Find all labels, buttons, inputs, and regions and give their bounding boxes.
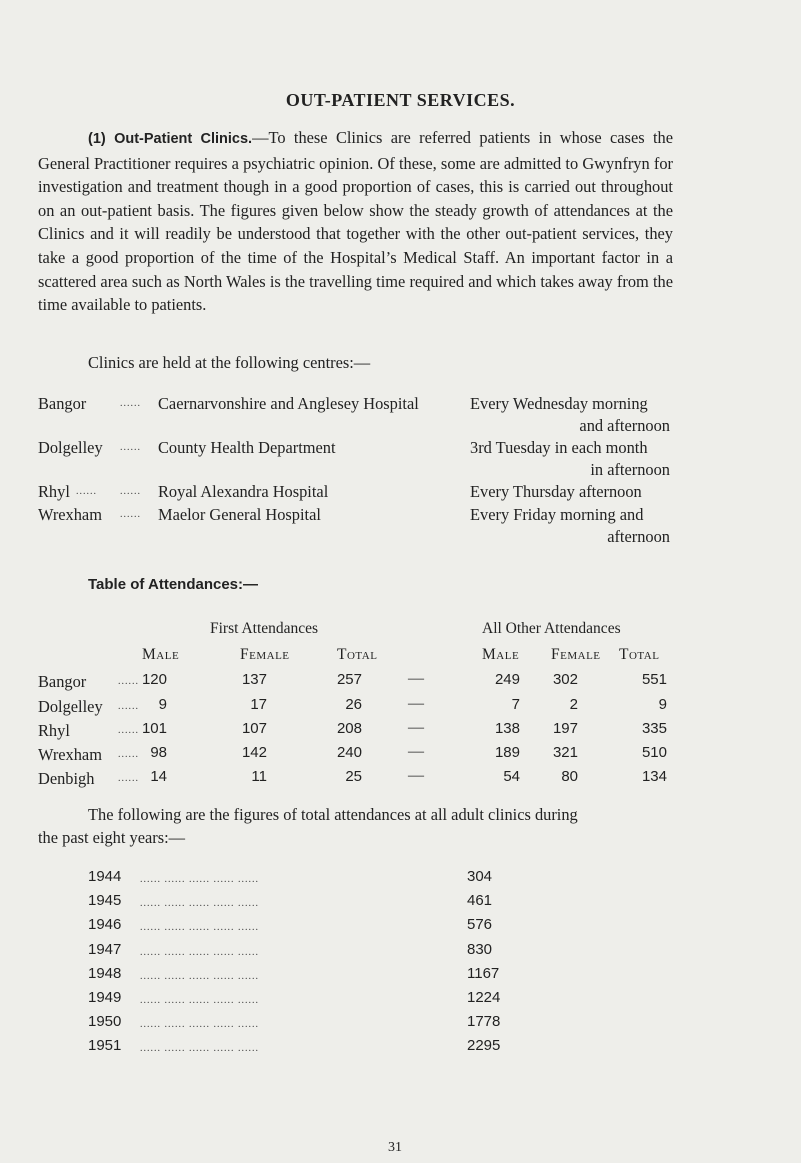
table-dash: —: [408, 695, 424, 712]
table-cell: 240: [336, 744, 362, 761]
year-total: 2295: [467, 1037, 501, 1055]
table-cell: 54: [503, 768, 520, 785]
year-total: 304: [467, 868, 493, 885]
table-cell: 302: [552, 671, 578, 688]
section-text: —To these Clinics are referred patients in whose cases the General Practitioner requires a psychiatric opinion. Of these, some are admitted to Gwynfryn for investigation and treatment though in a good proportion of cases, this is carried out throughout on an out-patient basis. The figures given below show the steady growth of attendances at the Clinics and it will readily be understood that together with the other out-patient services, they take a good proportion of the time of the Hospital’s Medical Staff. An important factor in a scattered area such as North Wales is the travelling time required and which takes away from the time available to patients.: [38, 128, 673, 315]
year-label: 1949: [88, 989, 122, 1006]
year-total: 461: [467, 892, 493, 910]
col-header: Total: [337, 646, 378, 663]
table-cell: 321: [552, 744, 578, 761]
centre-schedule: Every Friday morning and: [470, 505, 644, 524]
table-cell: 138: [494, 720, 520, 737]
table-cell: 17: [250, 696, 267, 713]
table-row-town: Dolgelley: [38, 697, 103, 716]
year-label: 1948: [88, 964, 122, 982]
table-cell: 510: [641, 744, 667, 761]
table-cell: 197: [552, 720, 578, 737]
table-cell: 134: [641, 768, 667, 785]
page-title: OUT-PATIENT SERVICES.: [285, 90, 516, 110]
centre-schedule-cont: and afternoon: [579, 416, 670, 435]
year-total: 1778: [467, 1013, 501, 1031]
table-row-town: Rhyl: [38, 721, 70, 740]
table-cell: 26: [345, 696, 362, 713]
centre-venue: Royal Alexandra Hospital: [158, 482, 329, 501]
table-cell: 257: [336, 671, 362, 688]
table-cell: 101: [141, 720, 167, 737]
centre-schedule-cont: in afternoon: [590, 460, 670, 479]
table-cell: 551: [641, 671, 667, 688]
centre-schedule: 3rd Tuesday in each month: [470, 438, 648, 457]
year-total: 1224: [467, 989, 501, 1006]
table-cell: 2: [569, 696, 578, 713]
centre-town: Bangor: [38, 394, 87, 413]
year-label: 1947: [88, 940, 122, 958]
centre-venue: County Health Department: [158, 438, 336, 457]
col-header: Male: [142, 646, 180, 663]
table-row-town: Wrexham: [38, 745, 102, 764]
table-dash: —: [408, 767, 424, 784]
table-cell: 7: [511, 696, 520, 713]
centre-schedule: Every Wednesday morning: [470, 394, 648, 413]
table-dash: —: [408, 719, 424, 736]
year-label: 1950: [88, 1013, 122, 1031]
table-cell: 142: [241, 744, 267, 761]
centre-venue: Maelor General Hospital: [158, 505, 321, 524]
table-cell: 137: [241, 671, 267, 688]
centre-town: Dolgelley: [38, 438, 103, 457]
centre-venue: Caernarvonshire and Anglesey Hospital: [158, 394, 419, 413]
centres-intro: Clinics are held at the following centres:—: [88, 353, 371, 372]
table-cell: 11: [251, 768, 267, 785]
intro-paragraph: [38, 126, 673, 317]
section-number: (1): [88, 131, 106, 147]
table-cell: 107: [241, 720, 267, 737]
col-header: Male: [482, 646, 520, 663]
year-label: 1945: [88, 892, 122, 910]
table-cell: 120: [141, 671, 167, 688]
centre-town: Rhyl: [38, 482, 70, 501]
table-cell: 9: [158, 696, 167, 713]
page-number: 31: [388, 1140, 402, 1155]
col-header: Total: [619, 646, 660, 663]
table-cell: 208: [336, 720, 362, 737]
table-cell: 189: [494, 744, 520, 761]
table-cell: 335: [641, 720, 667, 737]
table-row-town: Bangor: [38, 672, 87, 691]
centre-schedule: Every Thursday afternoon: [470, 482, 642, 501]
group-header-first: First Attendances: [210, 620, 319, 637]
year-label: 1946: [88, 916, 122, 934]
year-label: 1951: [88, 1037, 122, 1055]
table-row-town: Denbigh: [38, 769, 95, 788]
table-cell: 25: [345, 768, 362, 785]
centre-town: Wrexham: [38, 505, 102, 524]
year-label: 1944: [88, 868, 122, 885]
table-cell: 9: [658, 696, 667, 713]
year-total: 576: [467, 916, 493, 934]
table-dash: —: [408, 743, 424, 760]
totals-intro: The following are the figures of total attendances at all adult clinics during: [88, 805, 578, 824]
col-header: Female: [551, 646, 601, 663]
section-heading: Out-Patient Clinics.: [114, 131, 253, 147]
group-header-other: All Other Attendances: [482, 620, 621, 637]
totals-intro-cont: the past eight years:—: [38, 828, 186, 847]
centre-schedule-cont: afternoon: [607, 527, 670, 546]
table-cell: 98: [150, 744, 167, 761]
table-cell: 80: [561, 768, 578, 785]
year-total: 830: [467, 940, 493, 958]
table-cell: 14: [150, 768, 167, 785]
table-cell: 249: [494, 671, 520, 688]
table-dash: —: [408, 670, 424, 687]
year-total: 1167: [467, 964, 500, 982]
col-header: Female: [240, 646, 290, 663]
table-title: Table of Attendances:—: [88, 576, 259, 593]
